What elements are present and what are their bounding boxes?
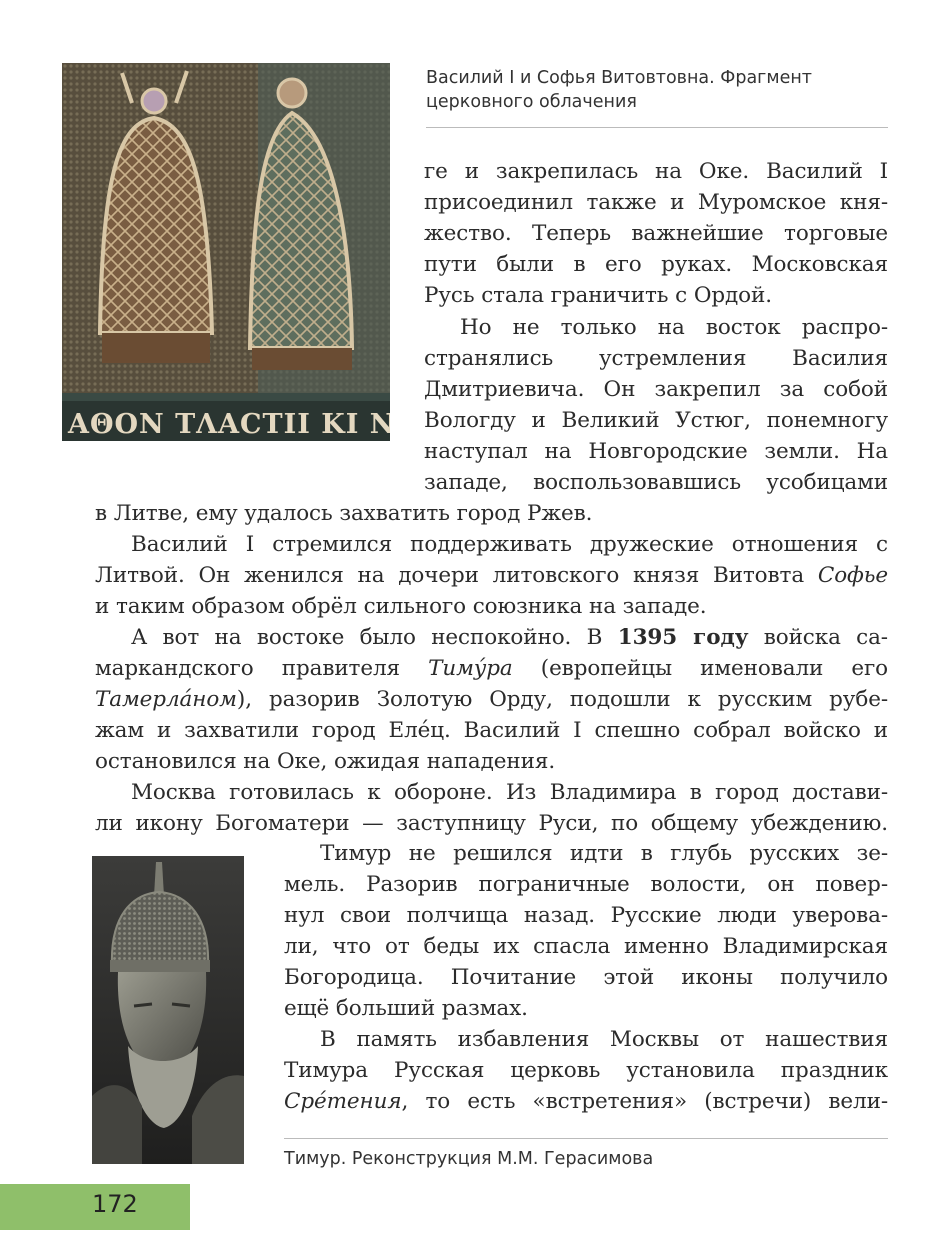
text-line: ли икону Богоматери — заступницу Руси, по общему убеждению. bbox=[95, 811, 888, 836]
text-line: ещё больший размах. bbox=[284, 996, 528, 1021]
text-line: Литвой. Он женился на дочери литовского князя Витовта Софье bbox=[95, 563, 888, 588]
text-line: присоединил также и Муромское кня- bbox=[424, 190, 888, 215]
text-line: западе, воспользовавшись усобицами bbox=[424, 470, 888, 495]
text-line: Русь стала граничить с Ордой. bbox=[424, 283, 772, 308]
text-line: Но не только на восток распро- bbox=[460, 315, 888, 340]
bottom-image-caption: Тимур. Реконструкция М.М. Герасимова bbox=[284, 1149, 654, 1169]
name-timur: Тиму́ра bbox=[428, 656, 513, 681]
name-tamerlane: Тамерла́ном bbox=[95, 687, 237, 712]
year-1395: 1395 году bbox=[617, 625, 749, 650]
text-line: Дмитриевича. Он закрепил за собой bbox=[424, 377, 888, 402]
timur-reconstruction-image bbox=[92, 856, 244, 1164]
text-line: мель. Разорив пограничные волости, он повер- bbox=[284, 872, 888, 897]
text-line: Василий I стремился поддерживать дружеские отношения с bbox=[131, 532, 888, 557]
text-line: в Литве, ему удалось захватить город Ржев. bbox=[95, 501, 593, 526]
page-number-band bbox=[0, 1184, 190, 1230]
text-line: жество. Теперь важнейшие торговые bbox=[424, 221, 888, 246]
text-line: нул свои полчища назад. Русские люди уверова- bbox=[284, 903, 888, 928]
embroidery-inscription: ΑΘΟΝ ΤΛΑCΤΙΙ ΚΙ ΝΚ bbox=[68, 409, 390, 440]
text-line: Тимур не решился идти в глубь русских зе- bbox=[320, 841, 888, 866]
text-line: Вологду и Великий Устюг, понемногу bbox=[424, 408, 888, 433]
text-line: Москва готовилась к обороне. Из Владимира в город достави- bbox=[131, 780, 888, 805]
text-line: наступал на Новгородские земли. На bbox=[424, 439, 888, 464]
text-line: жам и захватили город Еле́ц. Василий I спешно собрал войско и bbox=[95, 718, 888, 743]
vestment-embroidery-image bbox=[62, 63, 390, 441]
text-line: Тамерла́ном), разорив Золотую Орду, подошли к русским рубе- bbox=[95, 687, 888, 712]
paragraph-2 bbox=[424, 312, 888, 498]
text-line: Сре́тения, то есть «встретения» (встречи) вели- bbox=[284, 1089, 888, 1114]
caption-divider-bottom bbox=[284, 1138, 888, 1139]
name-sofia: Софье bbox=[817, 563, 888, 588]
text-line: остановился на Оке, ожидая нападения. bbox=[95, 749, 556, 774]
text-line: Тимура Русская церковь установила праздник bbox=[284, 1058, 888, 1083]
text-line: пути были в его руках. Московская bbox=[424, 252, 888, 277]
paragraph-4 bbox=[284, 838, 888, 1117]
text-line: В память избавления Москвы от нашествия bbox=[320, 1027, 888, 1052]
text-line: ге и закрепилась на Оке. Василий I bbox=[424, 159, 888, 184]
text-line: странялись устремления Василия bbox=[424, 346, 888, 371]
term-sretenie: Сре́тения bbox=[284, 1089, 402, 1114]
text-line: маркандского правителя Тиму́ра (европейцы именовали его bbox=[95, 656, 889, 681]
text-line: ли, что от беды их спасла именно Владимирская bbox=[284, 934, 888, 959]
page-number: 172 bbox=[92, 1190, 138, 1218]
paragraph-3 bbox=[95, 498, 888, 839]
text-line: и таким образом обрёл сильного союзника на западе. bbox=[95, 594, 707, 619]
paragraph-1 bbox=[424, 156, 888, 311]
caption-divider-top bbox=[426, 127, 888, 128]
top-image-caption: Василий I и Софья Витовтовна. Фрагмент церковного облачения bbox=[426, 68, 812, 112]
text-line: Богородица. Почитание этой иконы получило bbox=[284, 965, 888, 990]
text-line: А вот на востоке было неспокойно. В 1395 году войска са- bbox=[131, 625, 888, 650]
